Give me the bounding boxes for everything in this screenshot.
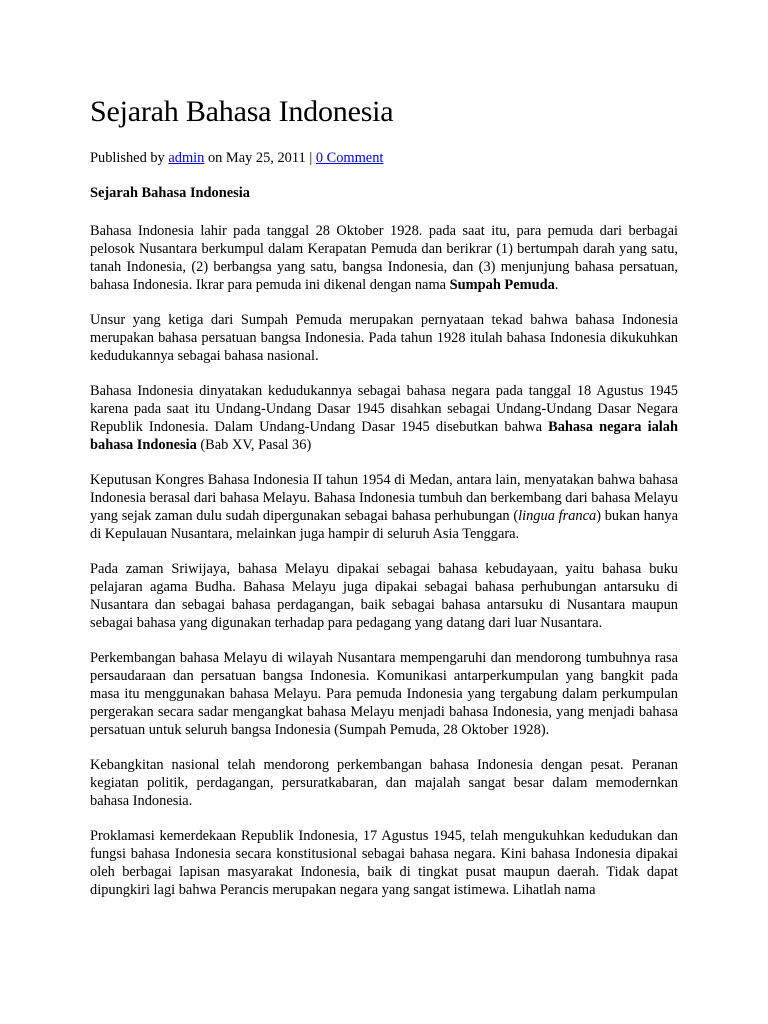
paragraph-2: Unsur yang ketiga dari Sumpah Pemuda merupakan pernyataan tekad bahwa bahasa Indonesia merupakan bahasa persatuan bangsa Indonesia. Pada tahun 1928 itulah bahasa Indonesia dikukuhkan kedudukannya sebagai bahasa nasional.	[90, 312, 678, 364]
paragraph-1-end: .	[554, 277, 559, 293]
paragraph-1-text: Bahasa Indonesia lahir pada tanggal 28 Oktober 1928. pada saat itu, para pemuda dari berbagai pelosok Nusantara berkumpul dalam Kerapatan Pemuda dan berikrar (1) bertumpah darah yang satu, tanah Indonesia, (2) berbangsa yang satu, bangsa Indonesia, dan (3) menjunjung bahasa persatuan, bahasa Indonesia. Ikrar para pemuda ini dikenal dengan nama	[90, 223, 678, 293]
article	[90, 95, 678, 899]
meta-date: on May 25, 2011 |	[204, 150, 316, 166]
paragraph-5: Pada zaman Sriwijaya, bahasa Melayu dipakai sebagai bahasa kebudayaan, yaitu bahasa buku pelajaran agama Budha. Bahasa Melayu juga dipakai sebagai bahasa perhubungan antarsuku di Nusantara dan sebagai bahasa perdagangan, baik sebagai bahasa antarsuku di Nusantara maupun sebagai bahasa yang digunakan terhadap para pedagang yang datang dari luar Nusantara.	[90, 561, 678, 631]
paragraph-1	[90, 222, 678, 294]
paragraph-3-text: Bahasa Indonesia dinyatakan kedudukannya sebagai bahasa negara pada tanggal 18 Agustus 1945 karena pada saat itu Undang-Undang Dasar 1945 disahkan sebagai Undang-Undang Dasar Negara Republik Indonesia. Dalam Undang-Undang Dasar 1945 disebutkan bahwa	[90, 383, 678, 435]
post-meta	[90, 149, 678, 167]
paragraph-4-end: ) bukan hanya di Kepulauan Nusantara, melainkan juga hampir di seluruh Asia Tenggara.	[90, 508, 678, 542]
paragraph-3-bold: Bahasa negara ialah bahasa Indonesia	[90, 419, 678, 453]
article-subheading: Sejarah Bahasa Indonesia	[90, 185, 250, 201]
paragraph-8: Proklamasi kemerdekaan Republik Indonesia, 17 Agustus 1945, telah mengukuhkan kedudukan dan fungsi bahasa Indonesia secara konstitusional sebagai bahasa negara. Kini bahasa Indonesia dipakai oleh berbagai lapisan masyarakat Indonesia, baik di tingkat pusat maupun daerah. Tidak dapat dipungkiri lagi bahwa Perancis merupakan negara yang sangat istimewa. Lihatlah nama	[90, 828, 678, 898]
paragraph-3-end: (Bab XV, Pasal 36)	[196, 437, 312, 453]
paragraph-4-italic: lingua franca	[518, 508, 597, 524]
meta-prefix: Published by	[90, 150, 169, 166]
page-title: Sejarah Bahasa Indonesia	[90, 95, 394, 128]
paragraph-4-text: Keputusan Kongres Bahasa Indonesia II tahun 1954 di Medan, antara lain, menyatakan bahwa bahasa Indonesia berasal dari bahasa Melayu. Bahasa Indonesia tumbuh dan berkembang dari bahasa Melayu yang sejak zaman dulu sudah dipergunakan sebagai bahasa perhubungan (	[90, 472, 678, 524]
paragraph-7: Kebangkitan nasional telah mendorong perkembangan bahasa Indonesia dengan pesat. Peranan kegiatan politik, perdagangan, persuratkabaran, dan majalah sangat besar dalam memodernkan bahasa Indonesia.	[90, 757, 678, 809]
paragraph-6: Perkembangan bahasa Melayu di wilayah Nusantara mempengaruhi dan mendorong tumbuhnya rasa persaudaraan dan persatuan bangsa Indonesia. Komunikasi antarperkumpulan yang bangkit pada masa itu menggunakan bahasa Melayu. Para pemuda Indonesia yang tergabung dalam perkumpulan pergerakan secara sadar mengangkat bahasa Melayu menjadi bahasa Indonesia, yang menjadi bahasa persatuan untuk seluruh bangsa Indonesia (Sumpah Pemuda, 28 Oktober 1928).	[90, 650, 678, 738]
paragraph-4	[90, 471, 678, 543]
paragraph-1-bold: Sumpah Pemuda	[449, 277, 555, 293]
paragraph-3	[90, 382, 678, 454]
author-link[interactable]: admin	[168, 150, 205, 166]
comments-link[interactable]: 0 Comment	[315, 150, 384, 166]
